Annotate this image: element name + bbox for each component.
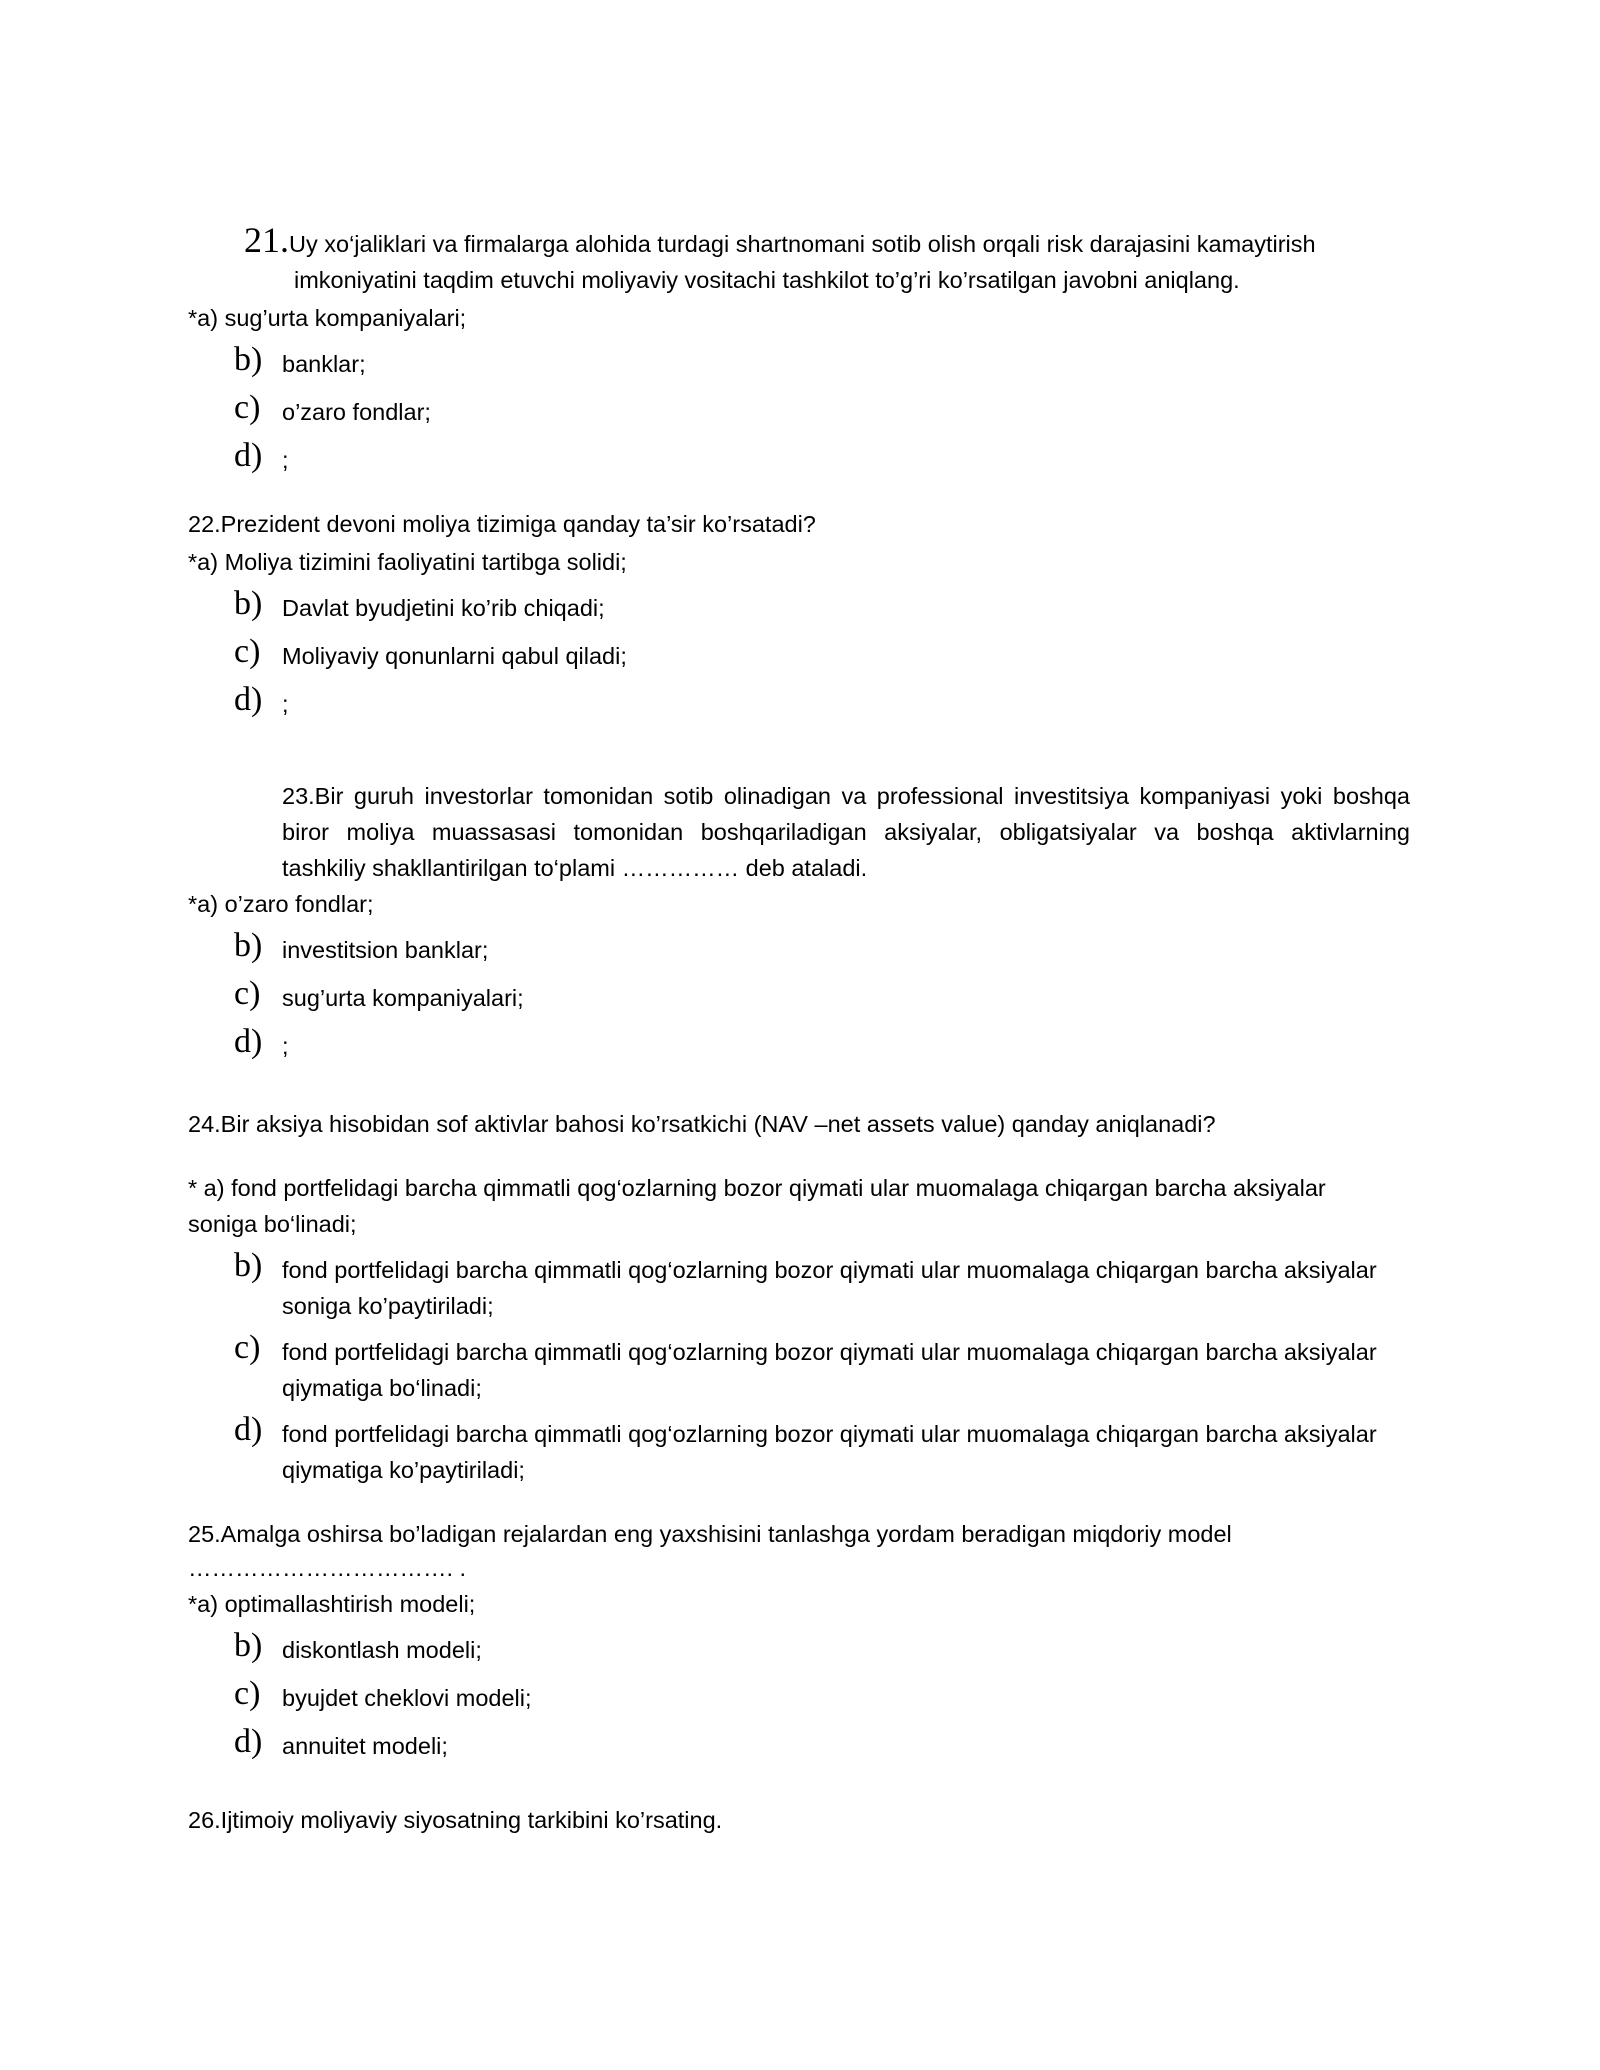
option-text-line2: soniga ko’paytiriladi; xyxy=(282,1293,494,1319)
question-24: 24.Bir aksiya hisobidan sof aktivlar bahosi ko’rsatkichi (NAV –net assets value) qanday aniqlanadi? xyxy=(188,1111,1216,1137)
option-letter: d) xyxy=(234,1023,263,1060)
option-text: investitsion banklar; xyxy=(282,937,489,963)
option-text: annuitet modeli; xyxy=(282,1733,448,1759)
correct-answer: *a) optimallashtirish modeli; xyxy=(188,1591,476,1617)
option-text: Moliyaviy qonunlarni qabul qiladi; xyxy=(282,643,627,669)
option-letter: b) xyxy=(234,341,263,378)
correct-answer-line1: * a) fond portfelidagi barcha qimmatli qog‘ozlarning bozor qiymati ular muomalaga chiqargan barcha aksiyalar xyxy=(188,1175,1326,1201)
option-letter: b) xyxy=(234,585,263,622)
option-text: o’zaro fondlar; xyxy=(282,399,431,425)
option-letter: c) xyxy=(234,389,261,426)
correct-answer: *a) Moliya tizimini faoliyatini tartibga solidi; xyxy=(188,549,627,575)
correct-answer: *a) o’zaro fondlar; xyxy=(188,891,374,917)
option-letter: b) xyxy=(234,927,263,964)
question-23-line2: biror moliya muassasasi tomonidan boshqariladigan aksiyalar, obligatsiyalar va boshqa aktivlarning xyxy=(282,819,1410,845)
option-text: ; xyxy=(282,1033,289,1059)
question-22: 22.Prezident devoni moliya tizimiga qanday ta’sir ko’rsatadi? xyxy=(188,511,816,537)
option-letter: c) xyxy=(234,633,261,670)
correct-answer-line2: soniga bo‘linadi; xyxy=(188,1211,357,1237)
option-letter: d) xyxy=(234,681,263,718)
question-26: 26.Ijtimoiy moliyaviy siyosatning tarkibini ko’rsating. xyxy=(188,1807,723,1833)
option-text: Davlat byudjetini ko’rib chiqadi; xyxy=(282,595,605,621)
correct-answer: *a) sug’urta kompaniyalari; xyxy=(188,305,467,331)
option-text-line1: fond portfelidagi barcha qimmatli qog‘ozlarning bozor qiymati ular muomalaga chiqargan barcha aksiyalar xyxy=(282,1257,1377,1283)
option-text-line2: qiymatiga bo‘linadi; xyxy=(282,1375,482,1401)
option-text: ; xyxy=(282,691,289,717)
question-25-line1: 25.Amalga oshirsa bo’ladigan rejalardan eng yaxshisini tanlashga yordam beradigan miqdoriy model xyxy=(188,1521,1232,1547)
question-21 xyxy=(244,222,1410,262)
option-letter: c) xyxy=(234,1329,261,1366)
option-text-line2: qiymatiga ko’paytiriladi; xyxy=(282,1457,525,1483)
option-letter: c) xyxy=(234,1675,261,1712)
option-text: banklar; xyxy=(282,351,366,377)
option-letter: b) xyxy=(234,1627,263,1664)
question-23-line1: 23.Bir guruh investorlar tomonidan sotib olinadigan va professional investitsiya kompaniyasi yoki boshqa xyxy=(282,783,1410,809)
option-text: diskontlash modeli; xyxy=(282,1637,482,1663)
option-letter: d) xyxy=(234,1723,263,1760)
option-letter: d) xyxy=(234,437,263,474)
option-letter: d) xyxy=(234,1411,263,1448)
question-23-line3: tashkiliy shakllantirilgan to‘plami …………… deb ataladi. xyxy=(282,855,868,881)
option-text: byujdet cheklovi modeli; xyxy=(282,1685,532,1711)
option-letter: b) xyxy=(234,1247,263,1284)
option-letter: c) xyxy=(234,975,261,1012)
option-text-line1: fond portfelidagi barcha qimmatli qog‘ozlarning bozor qiymati ular muomalaga chiqargan barcha aksiyalar xyxy=(282,1421,1377,1447)
option-text-line1: fond portfelidagi barcha qimmatli qog‘ozlarning bozor qiymati ular muomalaga chiqargan barcha aksiyalar xyxy=(282,1339,1377,1365)
question-21-line2: imkoniyatini taqdim etuvchi moliyaviy vositachi tashkilot to’g’ri ko’rsatilgan javobni aniqlang. xyxy=(294,267,1240,293)
option-text: ; xyxy=(282,447,289,473)
question-text-line: Uy xo‘jaliklari va firmalarga alohida turdagi shartnomani sotib olish orqali risk darajasini kamaytirish xyxy=(289,231,1316,257)
option-text: sug’urta kompaniyalari; xyxy=(282,985,524,1011)
question-25-line2: ……………………………. . xyxy=(188,1555,467,1581)
question-number: 21. xyxy=(244,220,289,260)
